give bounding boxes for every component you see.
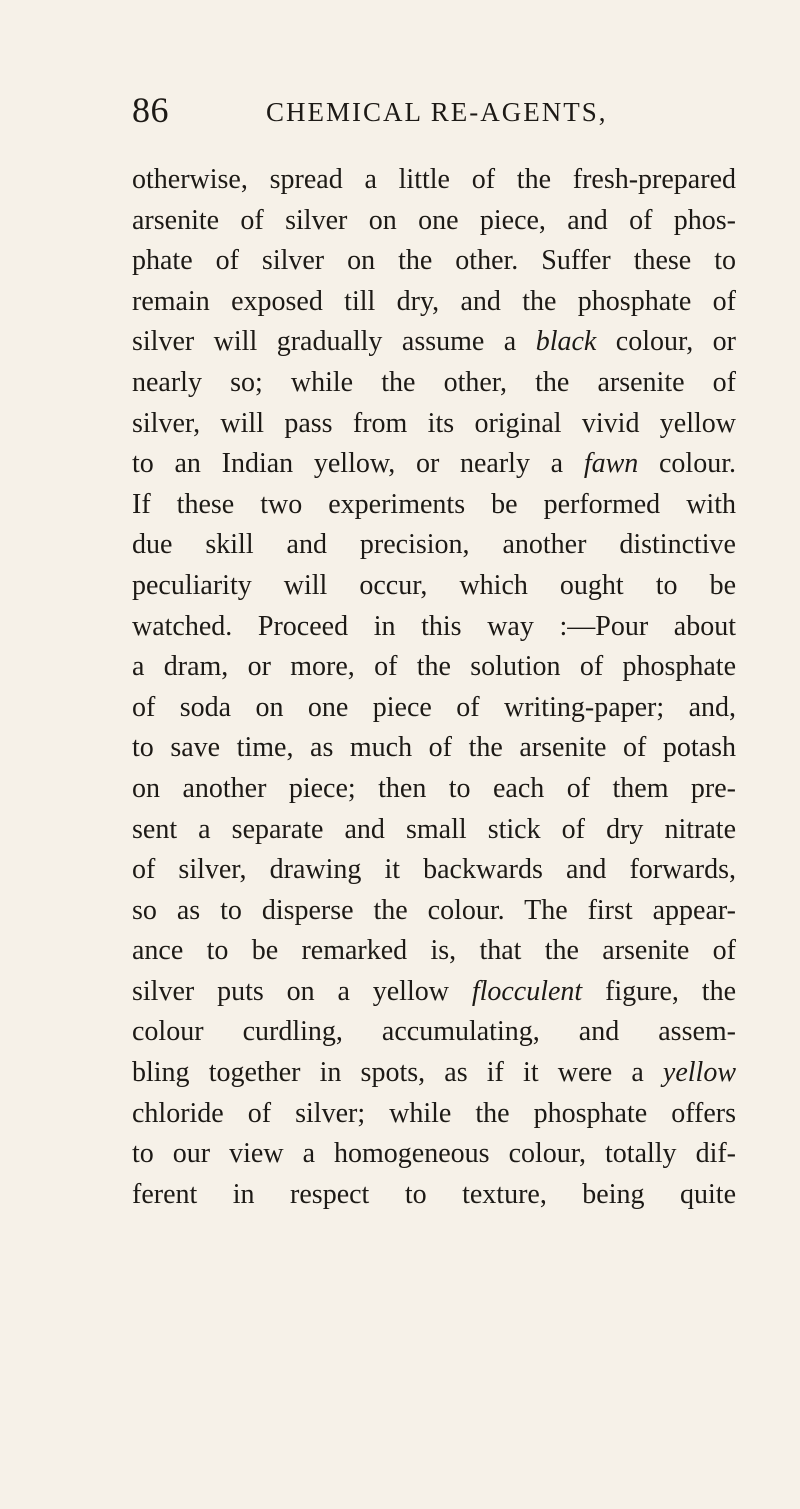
text-line bbox=[132, 404, 736, 445]
text-segment: nearly so; while the other, the arsenite of bbox=[132, 366, 736, 398]
text-line bbox=[132, 1175, 736, 1216]
text-segment: of silver, drawing it backwards and forwards, bbox=[132, 854, 736, 886]
text-line bbox=[132, 607, 736, 648]
text-line bbox=[132, 160, 736, 201]
text-segment: a dram, or more, of the solution of phosphate bbox=[132, 651, 736, 683]
text-segment: silver will gradually assume a bbox=[132, 326, 536, 358]
text-line bbox=[132, 1134, 736, 1175]
page-header bbox=[132, 90, 740, 150]
text-segment: to an Indian yellow, or nearly a bbox=[132, 448, 584, 480]
text-line bbox=[132, 566, 736, 607]
text-segment: to save time, as much of the arsenite of potash bbox=[132, 732, 736, 764]
italic-word: fawn bbox=[583, 448, 639, 480]
text-segment: colour curdling, accumulating, and assem- bbox=[132, 1016, 736, 1048]
text-segment: watched. Proceed in this way :—Pour about bbox=[132, 610, 736, 642]
text-segment: chloride of silver; while the phosphate offers bbox=[132, 1097, 736, 1129]
text-line bbox=[132, 972, 736, 1013]
text-segment: remain exposed till dry, and the phosphate of bbox=[132, 285, 736, 317]
text-line bbox=[132, 485, 736, 526]
text-line bbox=[132, 769, 736, 810]
text-segment: figure, the bbox=[582, 975, 736, 1007]
text-segment: of soda on one piece of writing-paper; and, bbox=[132, 691, 736, 723]
text-line bbox=[132, 728, 736, 769]
italic-word: yellow bbox=[662, 1057, 736, 1089]
text-segment: colour. bbox=[638, 448, 736, 480]
text-segment: to our view a homogeneous colour, totally dif- bbox=[132, 1138, 736, 1170]
text-line bbox=[132, 931, 736, 972]
text-line bbox=[132, 810, 736, 851]
text-line bbox=[132, 363, 736, 404]
text-segment: arsenite of silver on one piece, and of phos- bbox=[132, 204, 736, 236]
body-text bbox=[132, 160, 740, 1215]
text-segment: If these two experiments be performed with bbox=[132, 488, 736, 520]
text-segment: phate of silver on the other. Suffer these to bbox=[132, 245, 736, 277]
text-line bbox=[132, 201, 736, 242]
text-line bbox=[132, 444, 736, 485]
text-line bbox=[132, 241, 736, 282]
text-line bbox=[132, 647, 736, 688]
text-segment: silver, will pass from its original vivid yellow bbox=[132, 407, 736, 439]
text-line bbox=[132, 525, 736, 566]
text-segment: ferent in respect to texture, being quite bbox=[132, 1178, 736, 1210]
text-line bbox=[132, 850, 736, 891]
text-segment: due skill and precision, another distinctive bbox=[132, 529, 736, 561]
text-line bbox=[132, 282, 736, 323]
text-segment: on another piece; then to each of them pre- bbox=[132, 772, 736, 804]
text-segment: peculiarity will occur, which ought to be bbox=[132, 569, 736, 601]
text-line bbox=[132, 688, 736, 729]
text-line bbox=[132, 1053, 736, 1094]
text-segment: ance to be remarked is, that the arsenite of bbox=[132, 935, 736, 967]
text-segment: bling together in spots, as if it were a bbox=[132, 1057, 663, 1089]
text-segment: otherwise, spread a little of the fresh-prepared bbox=[132, 164, 736, 195]
text-segment: so as to disperse the colour. The first appear- bbox=[132, 894, 736, 926]
text-line bbox=[132, 1094, 736, 1135]
italic-word: black bbox=[535, 326, 597, 358]
text-line bbox=[132, 891, 736, 932]
page-number: 86 bbox=[132, 90, 169, 130]
text-segment: colour, or bbox=[596, 326, 737, 358]
text-segment: silver puts on a yellow bbox=[132, 975, 472, 1007]
text-line bbox=[132, 1012, 736, 1053]
running-head: CHEMICAL RE-AGENTS, bbox=[266, 97, 608, 127]
text-line bbox=[132, 322, 736, 363]
text-segment: sent a separate and small stick of dry nitrate bbox=[132, 813, 736, 845]
italic-word: flocculent bbox=[471, 975, 583, 1007]
